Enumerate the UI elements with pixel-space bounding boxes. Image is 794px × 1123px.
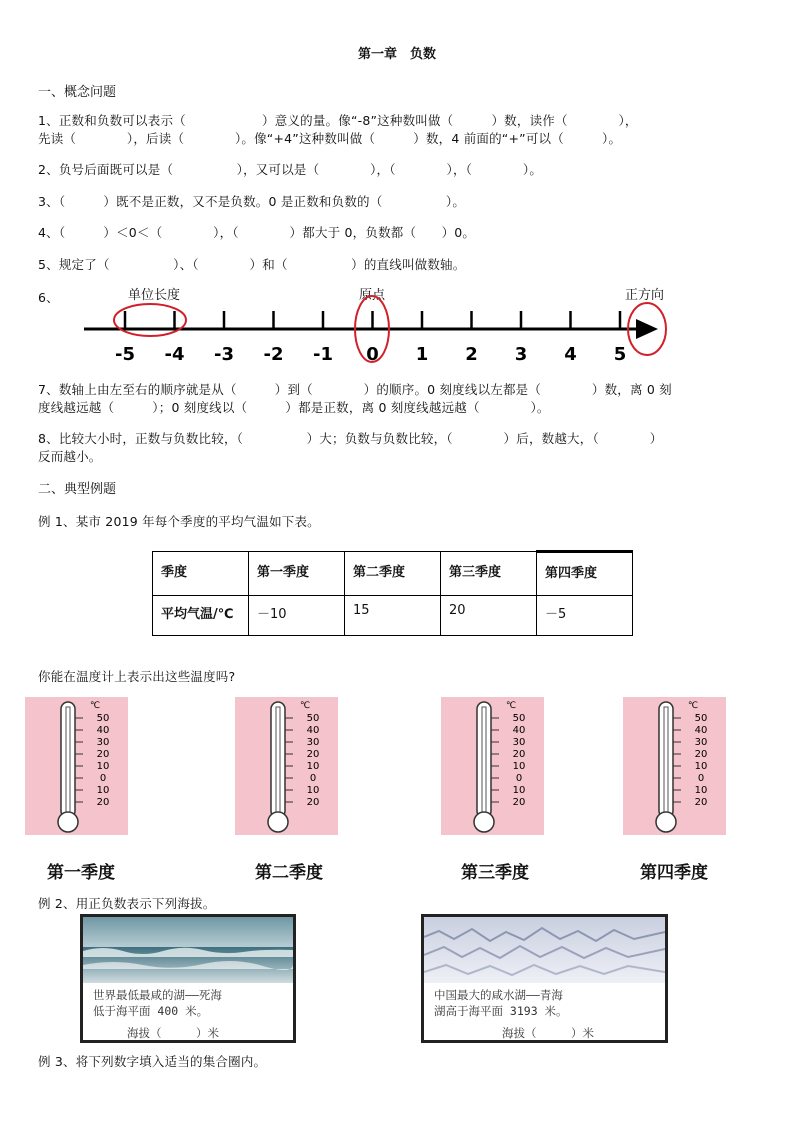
table-cell: －10 — [249, 596, 345, 636]
sea-waves-image — [83, 917, 293, 983]
ticks-group — [115, 311, 626, 365]
thermometer-2 — [235, 697, 338, 835]
thermometer-scale-label: 20 — [512, 797, 526, 808]
dead-sea-altitude — [127, 1025, 219, 1041]
thermometer-scale-label: 20 — [694, 749, 708, 760]
table-header-cell: 第三季度 — [441, 552, 537, 596]
example-2-text: 例 2、用正负数表示下列海拔。 — [38, 896, 216, 911]
dead-sea-picture — [80, 914, 296, 1043]
table-cell: 平均气温/℃ — [153, 596, 249, 636]
qinghai-caption-line-2: 湖高于海平面 3193 米。 — [434, 1004, 568, 1018]
unit-length-label: 单位长度 — [128, 288, 181, 303]
tick-label: -2 — [263, 344, 284, 365]
thermometer-icon — [25, 697, 128, 835]
tick-label: -3 — [214, 344, 234, 365]
tick-label: 4 — [564, 344, 577, 365]
table-header-cell: 第二季度 — [345, 552, 441, 596]
dead-sea-caption-line-2: 低于海平面 400 米。 — [93, 1004, 209, 1018]
thermometer-scale-label: 10 — [96, 785, 110, 796]
thermometer-question: 你能在温度计上表示出这些温度吗? — [38, 669, 236, 684]
thermometer-scale-label: 50 — [512, 713, 526, 724]
page-title: 第一章 负数 — [357, 47, 436, 62]
thermometer-scale-label: 0 — [515, 773, 523, 784]
thermometer-scale-label: 20 — [306, 749, 320, 760]
tick-label: 1 — [415, 344, 429, 365]
thermometer-unit: ℃ — [506, 701, 517, 711]
number-line — [70, 282, 680, 372]
thermometer-icon — [235, 697, 338, 835]
thermometer-scale-label: 0 — [697, 773, 705, 784]
thermometer-scale-label: 30 — [694, 737, 708, 748]
section-heading-examples: 二、典型例题 — [38, 482, 117, 497]
question-1-line-1: 1、正数和负数可以表示（ ）意义的量。像“-8”这种数叫做（ ）数，读作（ ）， — [38, 113, 638, 128]
table-row — [153, 596, 633, 636]
thermometer-1 — [25, 697, 128, 835]
thermometer-scale-label: 20 — [96, 797, 110, 808]
question-6-label: 6、 — [38, 290, 59, 305]
table-header-row — [153, 552, 633, 596]
thermometer-3 — [441, 697, 544, 835]
question-4: 4、（ ）＜0＜（ ），（ ）都大于 0，负数都（ ）0。 — [38, 225, 476, 240]
season-label-q3: 第三季度 — [461, 863, 529, 883]
thermometer-scale-label: 40 — [96, 725, 110, 736]
qinghai-caption-line-1: 中国最大的咸水湖——青海 — [434, 988, 563, 1002]
thermometer-scale-label: 50 — [96, 713, 110, 724]
origin-label: 原点 — [359, 288, 386, 303]
question-1-line-2: 先读（ ），后读（ ）。像“+4”这种数叫做（ ）数，4 前面的“+”可以（ ）。 — [38, 131, 622, 146]
tick-label: 0 — [366, 344, 379, 365]
thermometer-scale-label: 50 — [306, 713, 320, 724]
thermometer-icon — [441, 697, 544, 835]
dead-sea-caption-line-1: 世界最低最咸的湖——死海 — [93, 988, 222, 1002]
question-8-line-1: 8、比较大小时，正数与负数比较，（ ）大；负数与负数比较，（ ）后，数越大，（ ） — [38, 431, 663, 446]
thermometer-scale-label: 40 — [512, 725, 526, 736]
thermometer-icon — [623, 697, 726, 835]
question-8-line-2: 反而越小。 — [38, 449, 102, 464]
qinghai-altitude — [502, 1025, 594, 1041]
season-label-q4: 第四季度 — [640, 863, 708, 883]
thermometer-scale-label: 0 — [99, 773, 107, 784]
thermometer-scale-label: 30 — [96, 737, 110, 748]
thermometer-scale-label: 40 — [694, 725, 708, 736]
tick-label: -4 — [164, 344, 185, 365]
altitude-text: 海拔（ ）米 — [127, 1026, 219, 1040]
question-3: 3、（ ）既不是正数，又不是负数。0 是正数和负数的（ ）。 — [38, 194, 466, 209]
tick-label: -5 — [115, 344, 135, 365]
thermometer-scale-label: 50 — [694, 713, 708, 724]
table-header-cell: 第四季度 — [537, 552, 633, 596]
positive-direction-label: 正方向 — [625, 288, 665, 303]
table-cell: －5 — [537, 596, 633, 636]
thermometer-scale-label: 10 — [512, 785, 526, 796]
thermometer-scale-label: 10 — [694, 761, 708, 772]
example-3-text: 例 3、将下列数字填入适当的集合圈内。 — [38, 1054, 267, 1069]
arrow-head — [636, 319, 658, 339]
season-label-q1: 第一季度 — [47, 863, 115, 883]
example-1-text: 例 1、某市 2019 年每个季度的平均气温如下表。 — [38, 514, 320, 529]
tick-label: 3 — [514, 344, 528, 365]
temperature-table — [152, 550, 633, 636]
qinghai-lake-picture — [421, 914, 668, 1043]
section-heading-concepts: 一、概念问题 — [38, 85, 117, 100]
thermometer-scale-label: 40 — [306, 725, 320, 736]
thermometer-scale-label: 0 — [309, 773, 317, 784]
thermometer-4 — [623, 697, 726, 835]
table-header-cell: 季度 — [153, 552, 249, 596]
thermometer-scale-label: 20 — [306, 797, 320, 808]
thermometer-unit: ℃ — [688, 701, 699, 711]
thermometer-scale-label: 10 — [306, 785, 320, 796]
thermometer-scale-label: 20 — [512, 749, 526, 760]
thermometer-unit: ℃ — [300, 701, 311, 711]
table-header-cell: 第一季度 — [249, 552, 345, 596]
question-2: 2、负号后面既可以是（ ），又可以是（ ），（ ），（ ）。 — [38, 162, 543, 177]
salt-lake-image — [424, 917, 665, 983]
thermometer-scale-label: 30 — [306, 737, 320, 748]
thermometer-scale-label: 10 — [306, 761, 320, 772]
table-cell: 20 — [441, 596, 537, 636]
season-label-q2: 第二季度 — [255, 863, 323, 883]
tick-label: -1 — [313, 344, 333, 365]
thermometer-unit: ℃ — [90, 701, 101, 711]
table-cell: 15 — [345, 596, 441, 636]
question-7-line-2: 度线越远越（ ）；0 刻度线以（ ）都是正数，离 0 刻度线越远越（ ）。 — [38, 400, 550, 415]
tick-label: 2 — [465, 344, 478, 365]
thermometer-scale-label: 10 — [694, 785, 708, 796]
thermometer-scale-label: 20 — [96, 749, 110, 760]
tick-label: 5 — [613, 344, 627, 365]
question-7-line-1: 7、数轴上由左至右的顺序就是从（ ）到（ ）的顺序。0 刻度线以左都是（ ）数，离 0 刻 — [38, 382, 672, 397]
thermometer-scale-label: 10 — [512, 761, 526, 772]
altitude-text: 海拔（ ）米 — [502, 1026, 594, 1040]
thermometer-scale-label: 10 — [96, 761, 110, 772]
question-5: 5、规定了（ ）、（ ）和（ ）的直线叫做数轴。 — [38, 257, 466, 272]
thermometer-scale-label: 30 — [512, 737, 526, 748]
thermometer-scale-label: 20 — [694, 797, 708, 808]
